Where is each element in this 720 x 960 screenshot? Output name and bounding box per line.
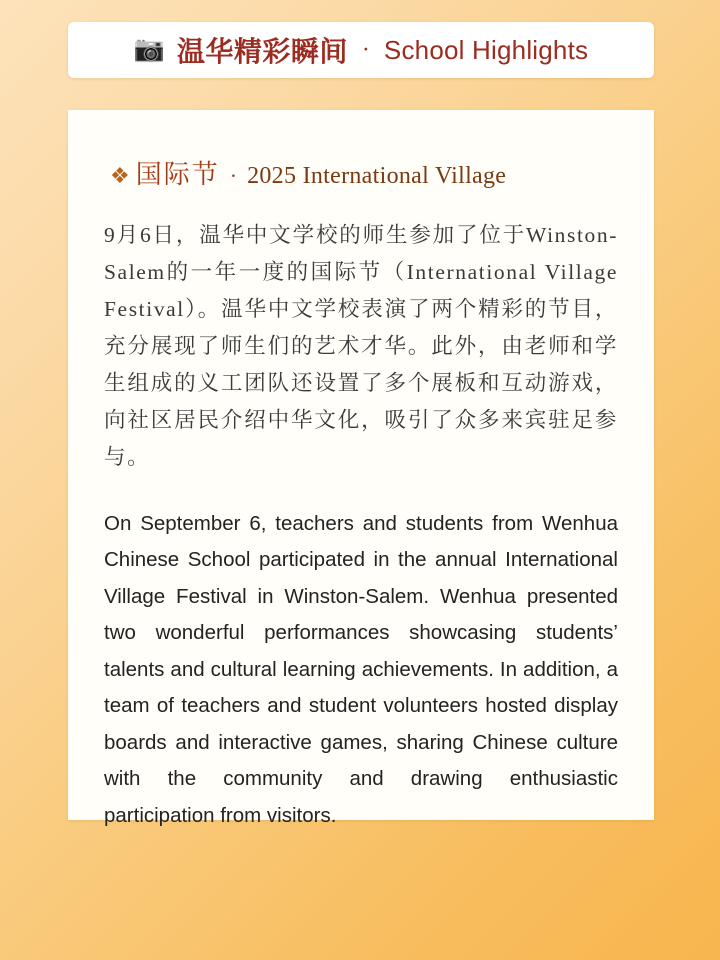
diamond-bullet-icon: ❖ (110, 163, 130, 188)
section-heading-english: 2025 International Village (247, 163, 507, 189)
header-separator: · (361, 36, 370, 63)
header-title-group (134, 30, 588, 70)
paragraph-chinese: 9月6日，温华中文学校的师生参加了位于Winston-Salem的一年一度的国际节（International Village Festival）。温华中文学校表演了两个精彩的节目，充分展现了师生们的艺术才华。此外，由老师和学生组成的义工团队还设置了多个展板和互动游戏，向社区居民介绍中华文化，吸引了众多来宾驻足参与。 (104, 223, 618, 469)
paragraph-english: On September 6, teachers and students from Wenhua Chinese School participated in the annual International Village Festival in Winston-Salem. Wenhua presented two wonderful performances showcasing students’ talents and cultural learning achievements. In addition, a team of teachers and student volunteers hosted display boards and interactive games, sharing Chinese culture with the community and drawing enthusiastic participation from visitors. (104, 511, 618, 827)
header-card (68, 22, 654, 78)
section-heading-chinese: 国际节 (135, 160, 220, 189)
section-heading (110, 154, 618, 191)
camera-icon: 📷 (133, 34, 165, 63)
content-card (68, 110, 654, 827)
header-title-chinese: 温华精彩瞬间 (176, 37, 348, 68)
header-title-english: School Highlights (383, 34, 589, 65)
section-heading-separator: · (229, 163, 238, 188)
